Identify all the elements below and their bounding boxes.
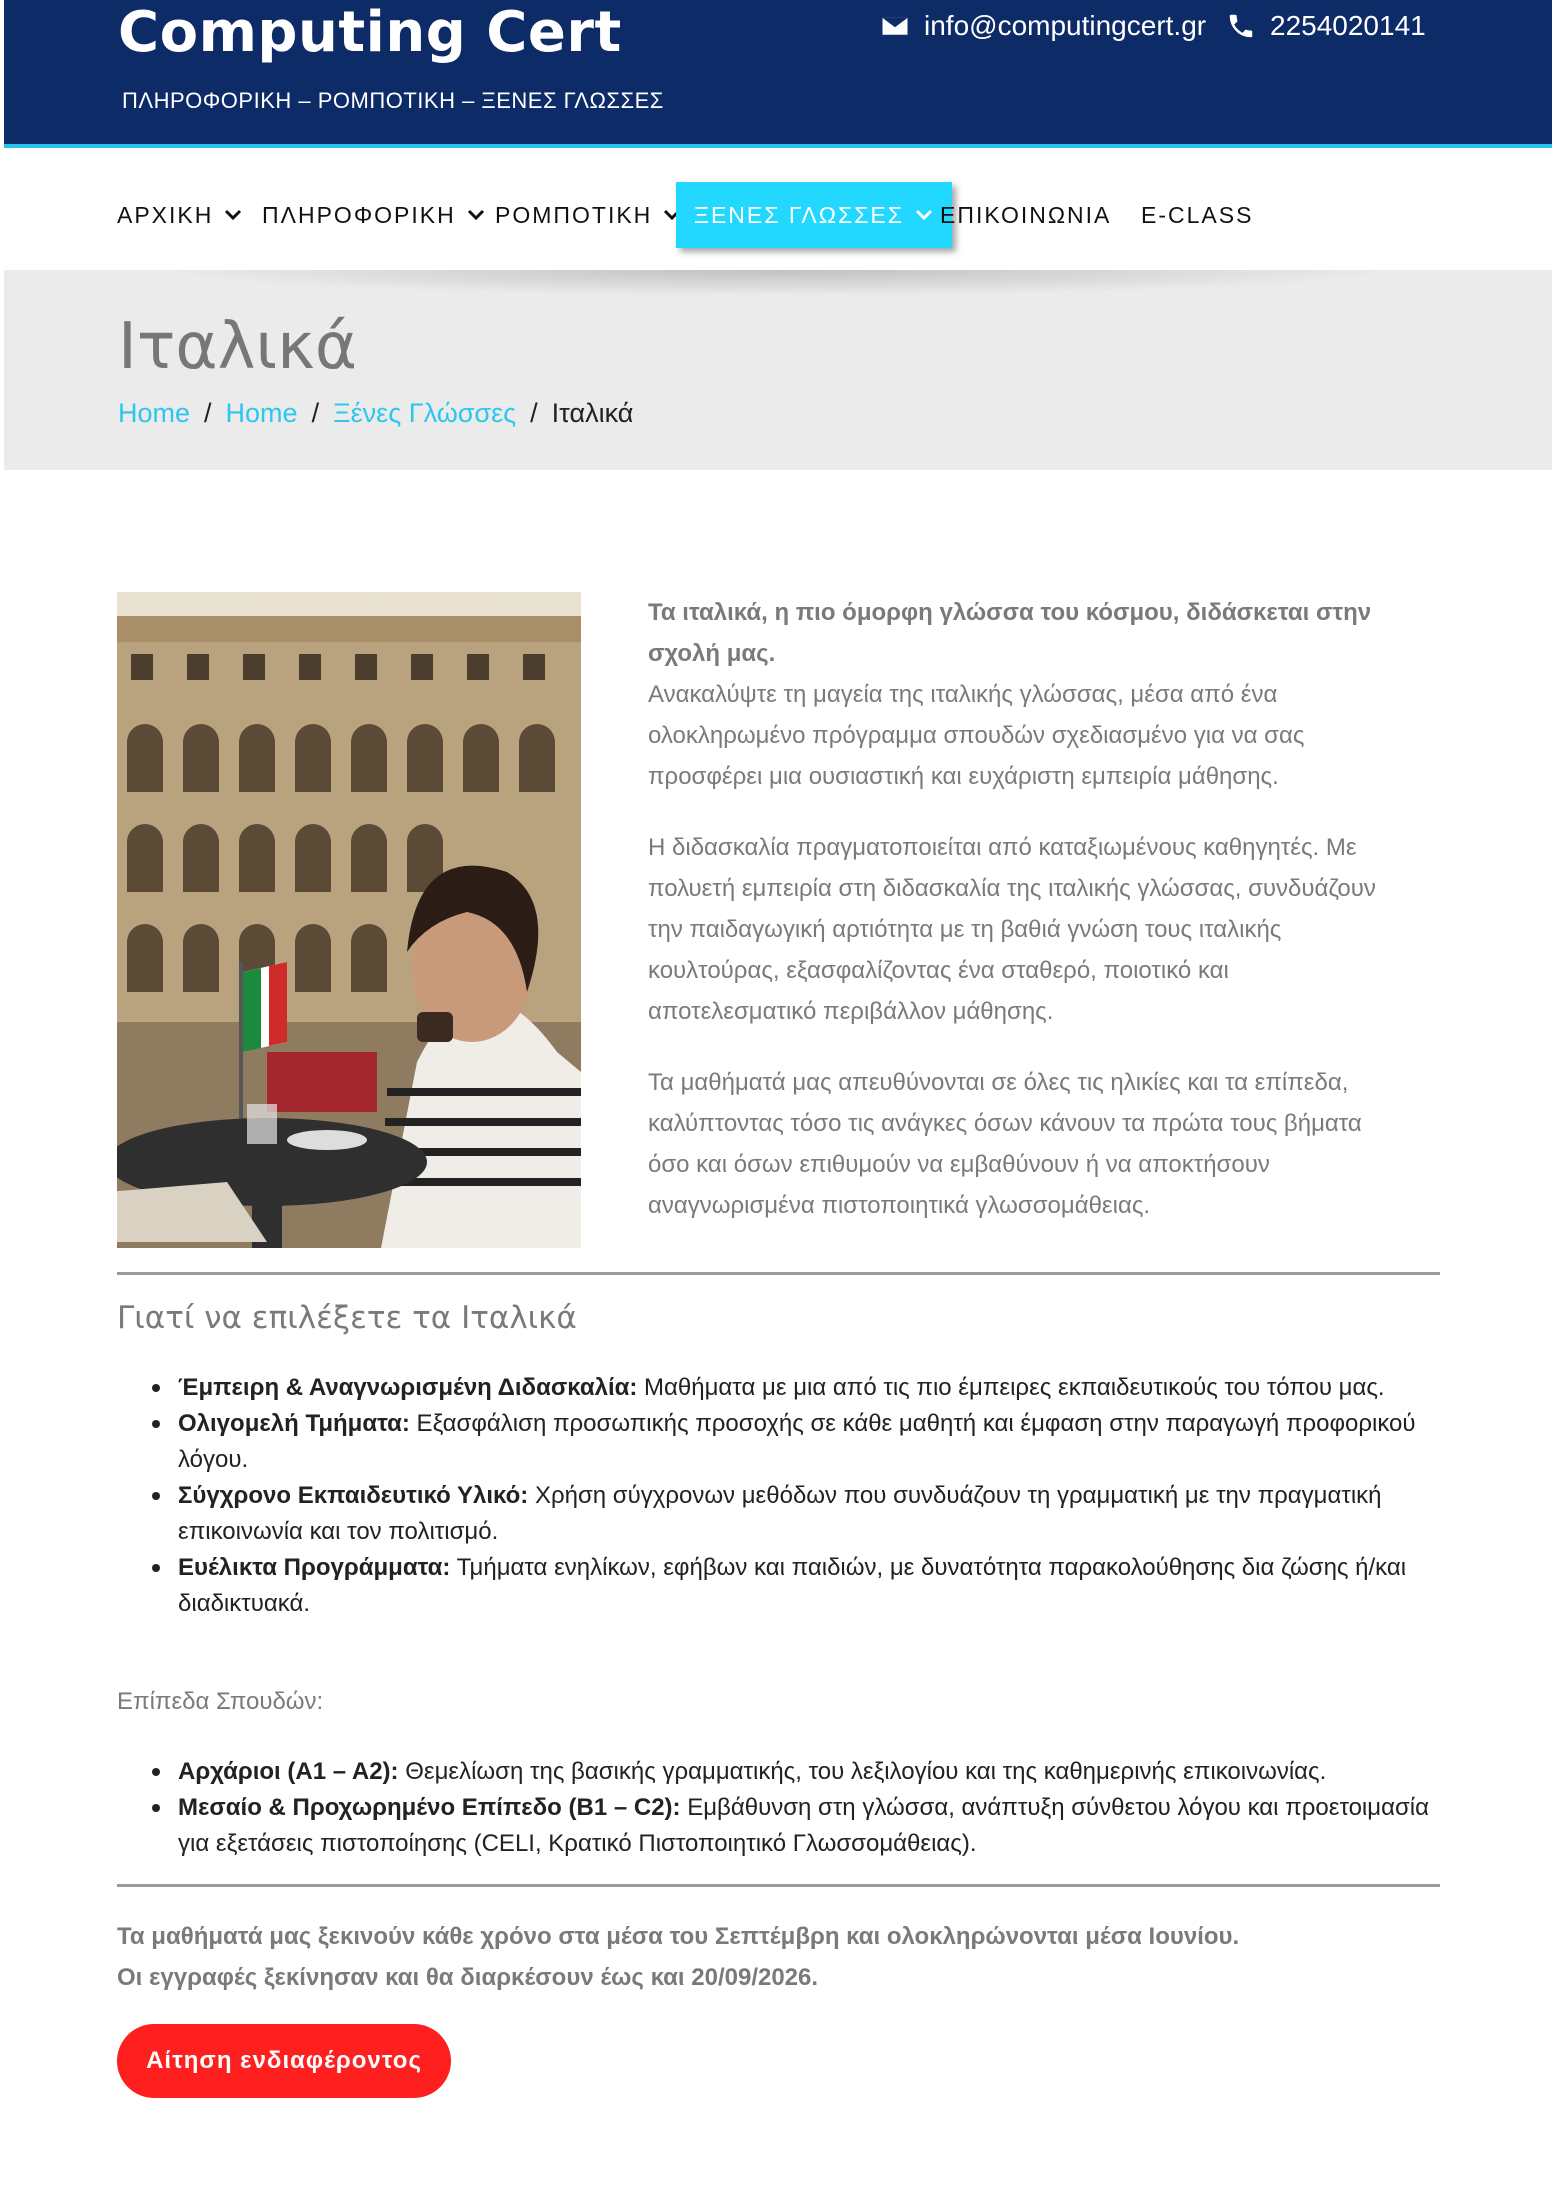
list-item-text: Μαθήματα με μια από τις πιο έμπειρες εκπαιδευτικούς του τόπου μας. [637,1374,1385,1401]
list-item-text: Εξασφάλιση προσωπικής προσοχής σε κάθε μαθητή και έμφαση στην παραγωγή προφορικού λόγου. [178,1410,1416,1473]
interest-application-button[interactable]: Αίτηση ενδιαφέροντος [117,2024,451,2098]
site-logo[interactable]: Computing Cert [118,0,622,65]
page-title-band [4,270,1552,470]
list-item-text: Θεμελίωση της βασικής γραμματικής, του λεξιλογίου και της καθημερινής επικοινωνίας. [398,1758,1327,1785]
nav-item-robotics[interactable] [495,182,682,248]
list-item-term: Έμπειρη & Αναγνωρισμένη Διδασκαλία: [178,1374,638,1401]
main-nav [0,152,1552,270]
section-divider [117,1884,1440,1887]
colosseum-photo [117,592,581,1248]
contact-email-text[interactable]: info@computingcert.gr [924,10,1207,41]
intro-text [648,592,1388,1256]
breadcrumb-separator: / [530,398,538,428]
nav-item-label: ΕΠΙΚΟΙΝΩΝΙΑ [940,201,1112,228]
nav-shadow [154,270,1404,296]
list-item-term: Ευέλικτα Προγράμματα: [178,1554,451,1581]
intro-paragraph-3: Τα μαθήματά μας απευθύνονται σε όλες τις ηλικίες και τα επίπεδα, καλύπτοντας τόσο τις ανάγκες όσων κάνουν τα πρώτα τους βήματα όσο και όσων επιθυμούν να εμβαθύνουν ή να αποκτήσουν αναγνωρισμένα πιστοποιητικά γλωσσομάθειας. [648,1069,1362,1219]
contact-phone-text[interactable]: 2254020141 [1270,10,1426,41]
intro-paragraph-2: Η διδασκαλία πραγματοποιείται από καταξιωμένους καθηγητές. Με πολυετή εμπειρία στη διδασκαλία της ιταλικής γλώσσας, συνδυάζουν την παιδαγωγική αρτιότητα με τη βαθιά γνώση τους ιταλικής κουλτούρας, εξασφαλίζοντας ένα σταθερό, ποιοτικό και αποτελεσματικό περιβάλλον μάθησης. [648,834,1376,1025]
breadcrumb-link[interactable]: Home [118,398,191,428]
page-title: Ιταλικά [118,310,358,384]
nav-item-informatics[interactable] [262,182,486,248]
section-divider [117,1272,1440,1275]
site-tagline: ΠΛΗΡΟΦΟΡΙΚΗ – ΡΟΜΠΟΤΙΚΗ – ΞΕΝΕΣ ΓΛΩΣΣΕΣ [122,88,664,113]
nav-item-label: ΞΕΝΕΣ ΓΛΩΣΣΕΣ [694,201,904,228]
why-section-title: Γιατί να επιλέξετε τα Ιταλικά [117,1300,577,1336]
list-item-term: Αρχάριοι (Α1 – Α2): [178,1758,399,1785]
breadcrumb-separator: / [204,398,212,428]
contact-phone[interactable] [1226,10,1426,42]
list-item-term: Ολιγομελή Τμήματα: [178,1410,410,1437]
breadcrumb [118,398,633,429]
breadcrumb-separator: / [311,398,320,428]
nav-item-contact[interactable] [940,182,1111,248]
intro-paragraph-1 [648,592,1388,797]
nav-item-label: E-CLASS [1141,201,1254,228]
breadcrumb-current: Ιταλικά [551,398,634,428]
list-item-term: Μεσαίο & Προχωρημένο Επίπεδο (Β1 – C2): [178,1794,681,1821]
chevron-down-icon [914,205,934,225]
envelope-icon [880,11,910,41]
chevron-down-icon [223,205,243,225]
site-header [4,0,1552,148]
photo-illustration [117,592,581,1248]
closing-text [117,1916,1239,1998]
nav-item-label: ΡΟΜΠΟΤΙΚΗ [495,201,653,228]
list-item [150,1478,1440,1550]
list-item-text: Εμβάθυνση στη γλώσσα, ανάπτυξη σύνθετου λόγου και προετοιμασία για εξετάσεις πιστοποίησης (CELI, Κρατικό Πιστοποιητικό Γλωσσομάθειας). [178,1794,1429,1857]
nav-item-label: ΑΡΧΙΚΗ [117,201,214,228]
closing-line-1: Τα μαθήματά μας ξεκινούν κάθε χρόνο στα μέσα του Σεπτέμβρη και ολοκληρώνονται μέσα Ιουνίου. [117,1923,1240,1950]
nav-item-eclass[interactable] [1141,182,1253,248]
contact-email[interactable] [880,10,1206,42]
list-item [150,1370,1440,1406]
nav-item-home[interactable] [117,182,243,248]
why-list [150,1370,1440,1622]
levels-list [150,1754,1440,1862]
closing-line-2: Οι εγγραφές ξεκίνησαν και θα διαρκέσουν έως και 20/09/2026. [117,1964,819,1991]
list-item-text: Τμήματα ενηλίκων, εφήβων και παιδιών, με δυνατότητα παρακολούθησης δια ζώσης ή/και διαδικτυακά. [178,1554,1407,1617]
list-item [150,1550,1440,1622]
list-item [150,1790,1440,1862]
list-item-term: Σύγχρονο Εκπαιδευτικό Υλικό: [178,1482,529,1509]
nav-item-label: ΠΛΗΡΟΦΟΡΙΚΗ [262,201,456,228]
breadcrumb-link[interactable]: Ξένες Γλώσσες [333,398,517,428]
nav-item-foreign-languages[interactable] [676,182,952,248]
list-item [150,1406,1440,1478]
chevron-down-icon [466,205,486,225]
list-item [150,1754,1440,1790]
list-item-text: Χρήση σύγχρονων μεθόδων που συνδυάζουν τη γραμματική με την πραγματική επικοινωνία και τον πολιτισμό. [178,1482,1382,1545]
levels-label: Επίπεδα Σπουδών: [117,1688,324,1715]
intro-paragraph-1-rest: Ανακαλύψτε τη μαγεία της ιταλικής γλώσσας, μέσα από ένα ολοκληρωμένο πρόγραμμα σπουδών σχεδιασμένο για να σας προσφέρει μια ουσιαστική και ευχάριστη εμπειρία μάθησης. [648,681,1305,790]
intro-lead: Τα ιταλικά, η πιο όμορφη γλώσσα του κόσμου, διδάσκεται στην σχολή μας. [648,599,1372,667]
phone-icon [1226,11,1256,41]
breadcrumb-link[interactable]: Home [225,398,298,428]
